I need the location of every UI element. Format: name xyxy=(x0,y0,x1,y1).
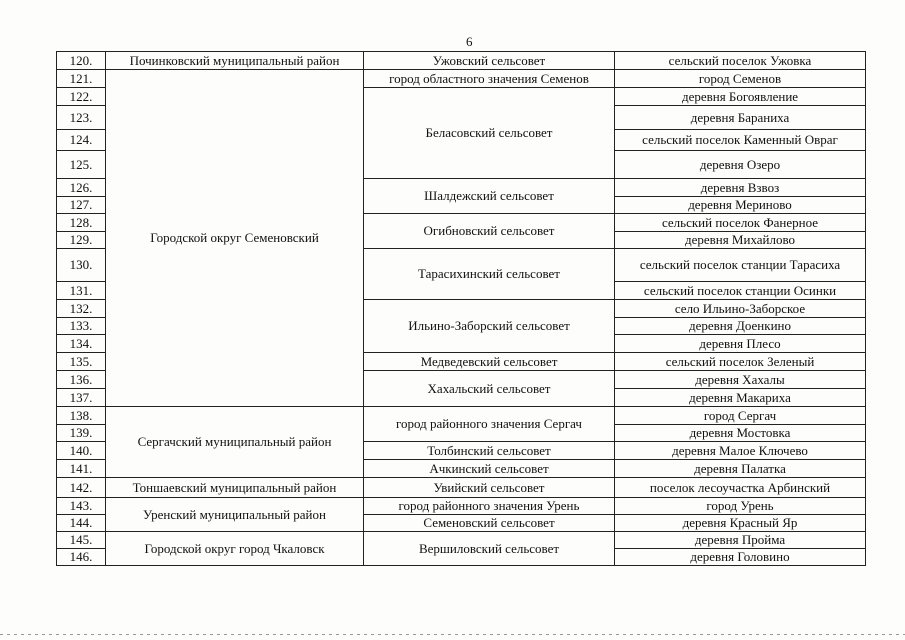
district-cell: Починковский муниципальный район xyxy=(106,52,364,70)
district-cell: Уренский муниципальный район xyxy=(106,498,364,532)
council-cell: город районного значения Сергач xyxy=(364,407,615,442)
row-number: 142. xyxy=(57,478,106,498)
settlement-cell: сельский поселок Каменный Овраг xyxy=(615,130,866,151)
settlement-cell: деревня Головино xyxy=(615,549,866,566)
settlement-cell: город Урень xyxy=(615,498,866,515)
settlement-cell: деревня Плесо xyxy=(615,335,866,353)
row-number: 137. xyxy=(57,389,106,407)
settlement-cell: город Семенов xyxy=(615,70,866,88)
page-number: 6 xyxy=(466,34,473,49)
settlement-cell: деревня Озеро xyxy=(615,151,866,179)
district-cell: Городской округ город Чкаловск xyxy=(106,532,364,566)
district-cell: Сергачский муниципальный район xyxy=(106,407,364,478)
table-row xyxy=(57,478,866,498)
row-number: 131. xyxy=(57,282,106,300)
settlement-cell: сельский поселок Зеленый xyxy=(615,353,866,371)
district-cell: Тоншаевский муниципальный район xyxy=(106,478,364,498)
row-number: 146. xyxy=(57,549,106,566)
row-number: 134. xyxy=(57,335,106,353)
scan-edge-line xyxy=(0,634,905,635)
settlement-cell: сельский поселок станции Тарасиха xyxy=(615,249,866,282)
settlement-cell: деревня Мериново xyxy=(615,197,866,214)
settlement-cell: сельский поселок Ужовка xyxy=(615,52,866,70)
settlement-cell: деревня Михайлово xyxy=(615,232,866,249)
row-number: 123. xyxy=(57,106,106,130)
council-cell: Тарасихинский сельсовет xyxy=(364,249,615,300)
row-number: 121. xyxy=(57,70,106,88)
settlement-cell: деревня Богоявление xyxy=(615,88,866,106)
council-cell: Хахальский сельсовет xyxy=(364,371,615,407)
settlement-cell: сельский поселок станции Осинки xyxy=(615,282,866,300)
council-cell: Беласовский сельсовет xyxy=(364,88,615,179)
row-number: 145. xyxy=(57,532,106,549)
settlement-cell: деревня Макариха xyxy=(615,389,866,407)
council-cell: Ильино-Заборский сельсовет xyxy=(364,300,615,353)
council-cell: Семеновский сельсовет xyxy=(364,515,615,532)
row-number: 136. xyxy=(57,371,106,389)
settlement-cell: деревня Малое Ключево xyxy=(615,442,866,460)
council-cell: Медведевский сельсовет xyxy=(364,353,615,371)
row-number: 138. xyxy=(57,407,106,425)
council-cell: город районного значения Урень xyxy=(364,498,615,515)
council-cell: Толбинский сельсовет xyxy=(364,442,615,460)
settlement-cell: деревня Бараниха xyxy=(615,106,866,130)
settlement-cell: сельский поселок Фанерное xyxy=(615,214,866,232)
row-number: 129. xyxy=(57,232,106,249)
council-cell: Ачкинский сельсовет xyxy=(364,460,615,478)
row-number: 127. xyxy=(57,197,106,214)
row-number: 139. xyxy=(57,425,106,442)
council-cell: Ужовский сельсовет xyxy=(364,52,615,70)
row-number: 140. xyxy=(57,442,106,460)
row-number: 124. xyxy=(57,130,106,151)
table-row xyxy=(57,407,866,425)
row-number: 143. xyxy=(57,498,106,515)
table-row xyxy=(57,532,866,549)
table-row xyxy=(57,52,866,70)
row-number: 135. xyxy=(57,353,106,371)
council-cell: город областного значения Семенов xyxy=(364,70,615,88)
settlements-table xyxy=(56,51,866,566)
council-cell: Шалдежский сельсовет xyxy=(364,179,615,214)
council-cell: Вершиловский сельсовет xyxy=(364,532,615,566)
district-cell: Городской округ Семеновский xyxy=(106,70,364,407)
row-number: 133. xyxy=(57,318,106,335)
settlement-cell: деревня Хахалы xyxy=(615,371,866,389)
settlement-cell: деревня Красный Яр xyxy=(615,515,866,532)
row-number: 120. xyxy=(57,52,106,70)
table-row xyxy=(57,70,866,88)
council-cell: Увийский сельсовет xyxy=(364,478,615,498)
row-number: 144. xyxy=(57,515,106,532)
row-number: 141. xyxy=(57,460,106,478)
settlement-cell: село Ильино-Заборское xyxy=(615,300,866,318)
settlement-cell: деревня Доенкино xyxy=(615,318,866,335)
settlement-cell: деревня Взвоз xyxy=(615,179,866,197)
table-row xyxy=(57,498,866,515)
row-number: 122. xyxy=(57,88,106,106)
row-number: 130. xyxy=(57,249,106,282)
settlement-cell: деревня Палатка xyxy=(615,460,866,478)
settlement-cell: поселок лесоучастка Арбинский xyxy=(615,478,866,498)
settlement-cell: деревня Мостовка xyxy=(615,425,866,442)
row-number: 126. xyxy=(57,179,106,197)
row-number: 125. xyxy=(57,151,106,179)
row-number: 128. xyxy=(57,214,106,232)
council-cell: Огибновский сельсовет xyxy=(364,214,615,249)
settlement-cell: город Сергач xyxy=(615,407,866,425)
settlement-cell: деревня Пройма xyxy=(615,532,866,549)
row-number: 132. xyxy=(57,300,106,318)
